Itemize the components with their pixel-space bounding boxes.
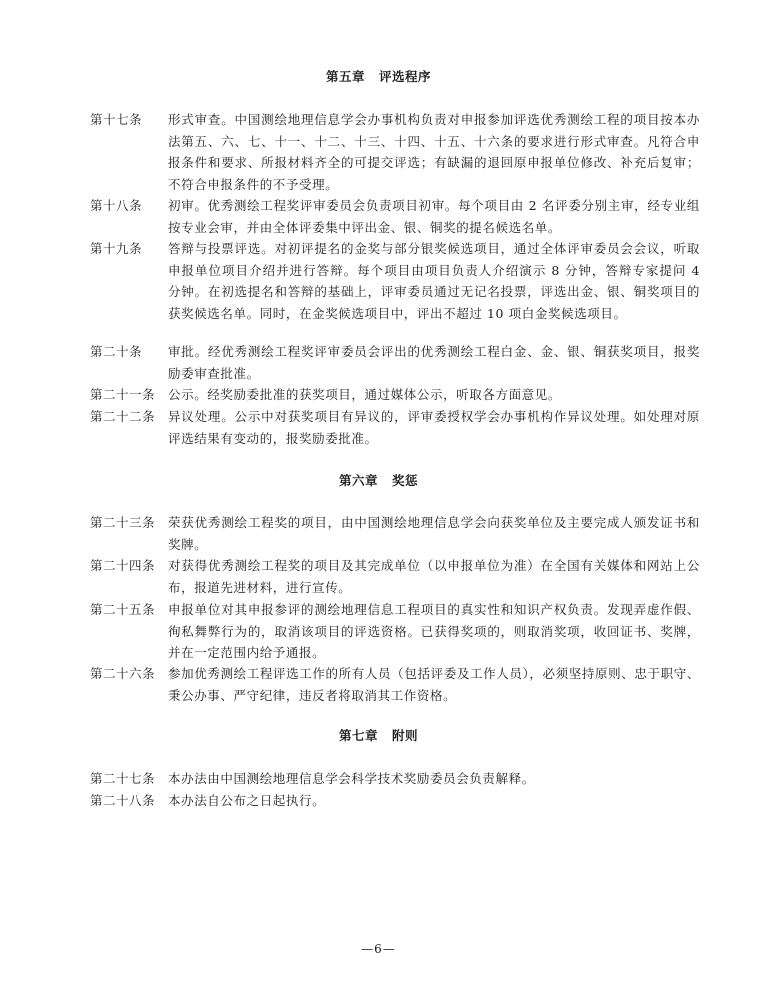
article bbox=[90, 341, 700, 384]
article-text: 本办法由中国测绘地理信息学会科学技术奖励委员会负责解释。 bbox=[168, 771, 535, 786]
article-number: 第二十三条 bbox=[90, 515, 156, 530]
article-number: 第二十一条 bbox=[90, 387, 156, 402]
article bbox=[90, 195, 700, 238]
article-text: 本办法自公布之日起执行。 bbox=[168, 793, 326, 808]
chapter-heading bbox=[0, 726, 757, 744]
article-text: 参加优秀测绘工程评选工作的所有人员（包括评委及工作人员），必须坚持原则、忠于职守、秉公办事、严守纪律，违反者将取消其工作资格。 bbox=[168, 666, 700, 703]
article bbox=[90, 768, 700, 790]
article-text: 申报单位对其申报参评的测绘地理信息工程项目的真实性和知识产权负责。发现弄虚作假、徇私舞弊行为的，取消该项目的评选资格。已获得奖项的，则取消奖项，收回证书、奖牌，并在一定范围内给予通报。 bbox=[168, 602, 700, 660]
article-text: 对获得优秀测绘工程奖的项目及其完成单位（以申报单位为准）在全国有关媒体和网站上公布，报道先进材料，进行宣传。 bbox=[168, 558, 700, 595]
article bbox=[90, 599, 700, 664]
chapter-number: 第五章 bbox=[325, 69, 365, 84]
article-number: 第二十二条 bbox=[90, 409, 156, 424]
article bbox=[90, 790, 700, 812]
article-text: 初审。优秀测绘工程奖评审委员会负责项目初审。每个项目由 2 名评委分别主审，经专业组按专业会审，并由全体评委集中评出金、银、铜奖的提名候选名单。 bbox=[168, 198, 700, 235]
article-text: 公示。经奖励委批准的获奖项目，通过媒体公示，听取各方面意见。 bbox=[168, 387, 562, 402]
article-number: 第二十八条 bbox=[90, 793, 156, 808]
article-number: 第十九条 bbox=[90, 241, 143, 256]
article-text: 异议处理。公示中对获奖项目有异议的，评审委授权学会办事机构作异议处理。如处理对原评选结果有变动的，报奖励委批准。 bbox=[168, 409, 700, 446]
article-number: 第十八条 bbox=[90, 198, 143, 213]
article bbox=[90, 109, 700, 195]
article-text: 审批。经优秀测绘工程奖评审委员会评出的优秀测绘工程白金、金、银、铜获奖项目，报奖励委审查批准。 bbox=[168, 344, 700, 381]
chapter-number: 第七章 bbox=[338, 728, 378, 743]
chapter-number: 第六章 bbox=[338, 473, 378, 488]
article-text: 荣获优秀测绘工程奖的项目，由中国测绘地理信息学会向获奖单位及主要完成人颁发证书和奖牌。 bbox=[168, 515, 700, 552]
article bbox=[90, 663, 700, 706]
page-number: —6— bbox=[361, 942, 396, 956]
article-text: 答辩与投票评选。对初评提名的金奖与部分银奖候选项目，通过全体评审委员会会议，听取申报单位项目介绍并进行答辩。每个项目由项目负责人介绍演示 8 分钟，答辩专家提问 4 分钟。在初选提名和答辩的基础上，评审委员通过无记名投票，评选出金、银、铜奖项目的获奖候选名单。同时，在金奖候选项目中，评出不超过 10 项白金奖候选项目。 bbox=[168, 241, 700, 321]
chapter-title: 评选程序 bbox=[379, 69, 432, 84]
chapter-heading bbox=[0, 67, 757, 85]
article bbox=[90, 406, 700, 449]
article-number: 第二十七条 bbox=[90, 771, 156, 786]
chapter-title: 附则 bbox=[392, 728, 419, 743]
chapter-title: 奖惩 bbox=[392, 473, 419, 488]
article bbox=[90, 384, 700, 406]
article-number: 第二十五条 bbox=[90, 602, 156, 617]
chapter-heading bbox=[0, 471, 757, 489]
article bbox=[90, 512, 700, 555]
article-number: 第二十四条 bbox=[90, 558, 156, 573]
article-text: 形式审查。中国测绘地理信息学会办事机构负责对申报参加评选优秀测绘工程的项目按本办法第五、六、七、十一、十二、十三、十四、十五、十六条的要求进行形式审查。凡符合申报条件和要求、所报材料齐全的可提交评选；有缺漏的退回原申报单位修改、补充后复审；不符合申报条件的不予受理。 bbox=[168, 112, 700, 192]
article-number: 第十七条 bbox=[90, 112, 143, 127]
article bbox=[90, 555, 700, 598]
article-number: 第二十六条 bbox=[90, 666, 156, 681]
article bbox=[90, 238, 700, 324]
article-number: 第二十条 bbox=[90, 344, 143, 359]
